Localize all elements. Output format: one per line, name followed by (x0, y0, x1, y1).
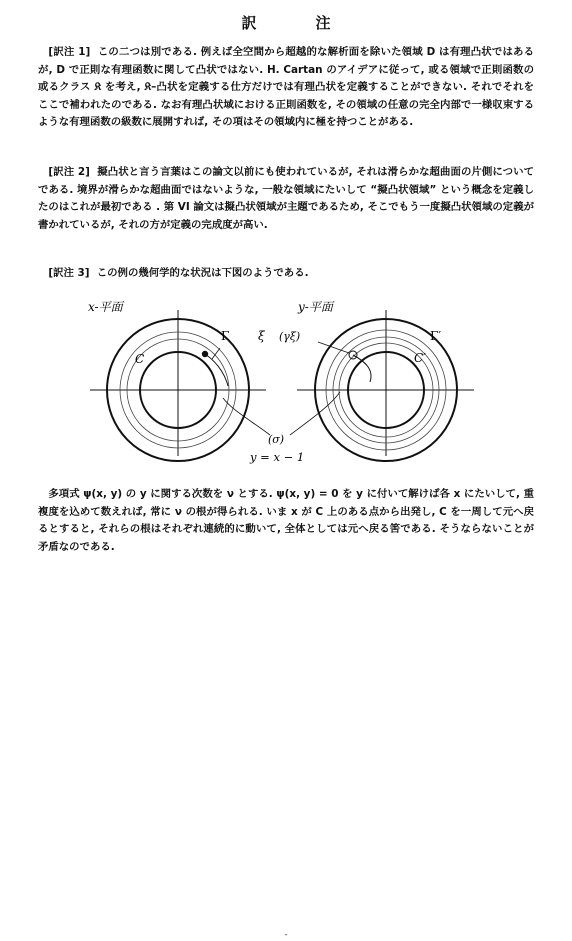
geometric-figure (0, 290, 572, 470)
x-plane-diagram (88, 300, 266, 461)
map-equation: y = x − 1 (250, 450, 305, 464)
gamma-label: Γ (221, 329, 230, 343)
translator-note-3 (38, 265, 534, 283)
c-prime-label: C′ (414, 351, 426, 365)
page-footer-mark: - (284, 930, 288, 940)
translator-note-1 (38, 44, 534, 132)
note-1-text: この二つは別である. 例えば全空間から超越的な解析面を除いた領域 D は有理凸状ではあるが, D で正則な有理函数に関して凸状ではない. H. Cartan のアイデアに従って, 或る領域で正則函数の或るクラス 𝔎 を考え, 𝔎–凸状を定義する仕方だけでは有理凸状を定義することができない. それでそれをここで補われたのである. なお有理凸状域における正則函数を, その領域の任意の完全内部で一様収束するような有理函数の級数に展開すれば, その項はその領域内に極を持つことがある. (38, 46, 534, 129)
xi-label: ξ (258, 329, 265, 343)
y-plane-label: y-平面 (298, 300, 333, 314)
sigma-mapping (223, 392, 340, 464)
closing-text: 多項式 ψ(x, y) の y に関する次数を ν とする. ψ(x, y) = 0 を y に付いて解けば各 x にたいして, 重複度を込めて数えれば, 常に ν の根が得られる. いま x が C 上のある点から出発し, C を一周して元へ戻るとすると, それらの根はそれぞれ連続的に動いて, 全体としては元へ戻る筈である. そうならないことが矛盾なのである. (38, 488, 534, 553)
note-2-text: 擬凸状と言う言葉はこの論文以前にも使われているが, それは滑らかな超曲面の片側についてである. 境界が滑らかな超曲面ではないような, 一般な領域にたいして “擬凸状領域” という概念を定義したのはこれが最初である . 第 VI 論文は擬凸状領域が主題であるため, そこでもう一度擬凸状領域の定義が書かれているが, それの方が定義の完成度が高い. (38, 166, 534, 231)
translator-note-2 (38, 164, 534, 234)
closing-paragraph (38, 486, 534, 556)
c-label: C (135, 352, 145, 366)
note-2-head: [訳注 2] (48, 166, 90, 178)
gamma-xi-label: (γξ) (279, 330, 301, 343)
sigma-leader-left (223, 398, 270, 435)
figure-svg (0, 290, 572, 470)
page-title: 訳 注 (241, 14, 353, 32)
gamma-prime-label: Γ′ (430, 329, 442, 343)
note-3-text: この例の幾何学的な状況は下図のようである. (96, 267, 309, 279)
note-1-head: [訳注 1] (48, 46, 91, 58)
sigma-label: (σ) (268, 433, 285, 446)
x-plane-label: x-平面 (88, 300, 123, 314)
y-plane-diagram (279, 300, 474, 461)
note-3-head: [訳注 3] (48, 267, 90, 279)
